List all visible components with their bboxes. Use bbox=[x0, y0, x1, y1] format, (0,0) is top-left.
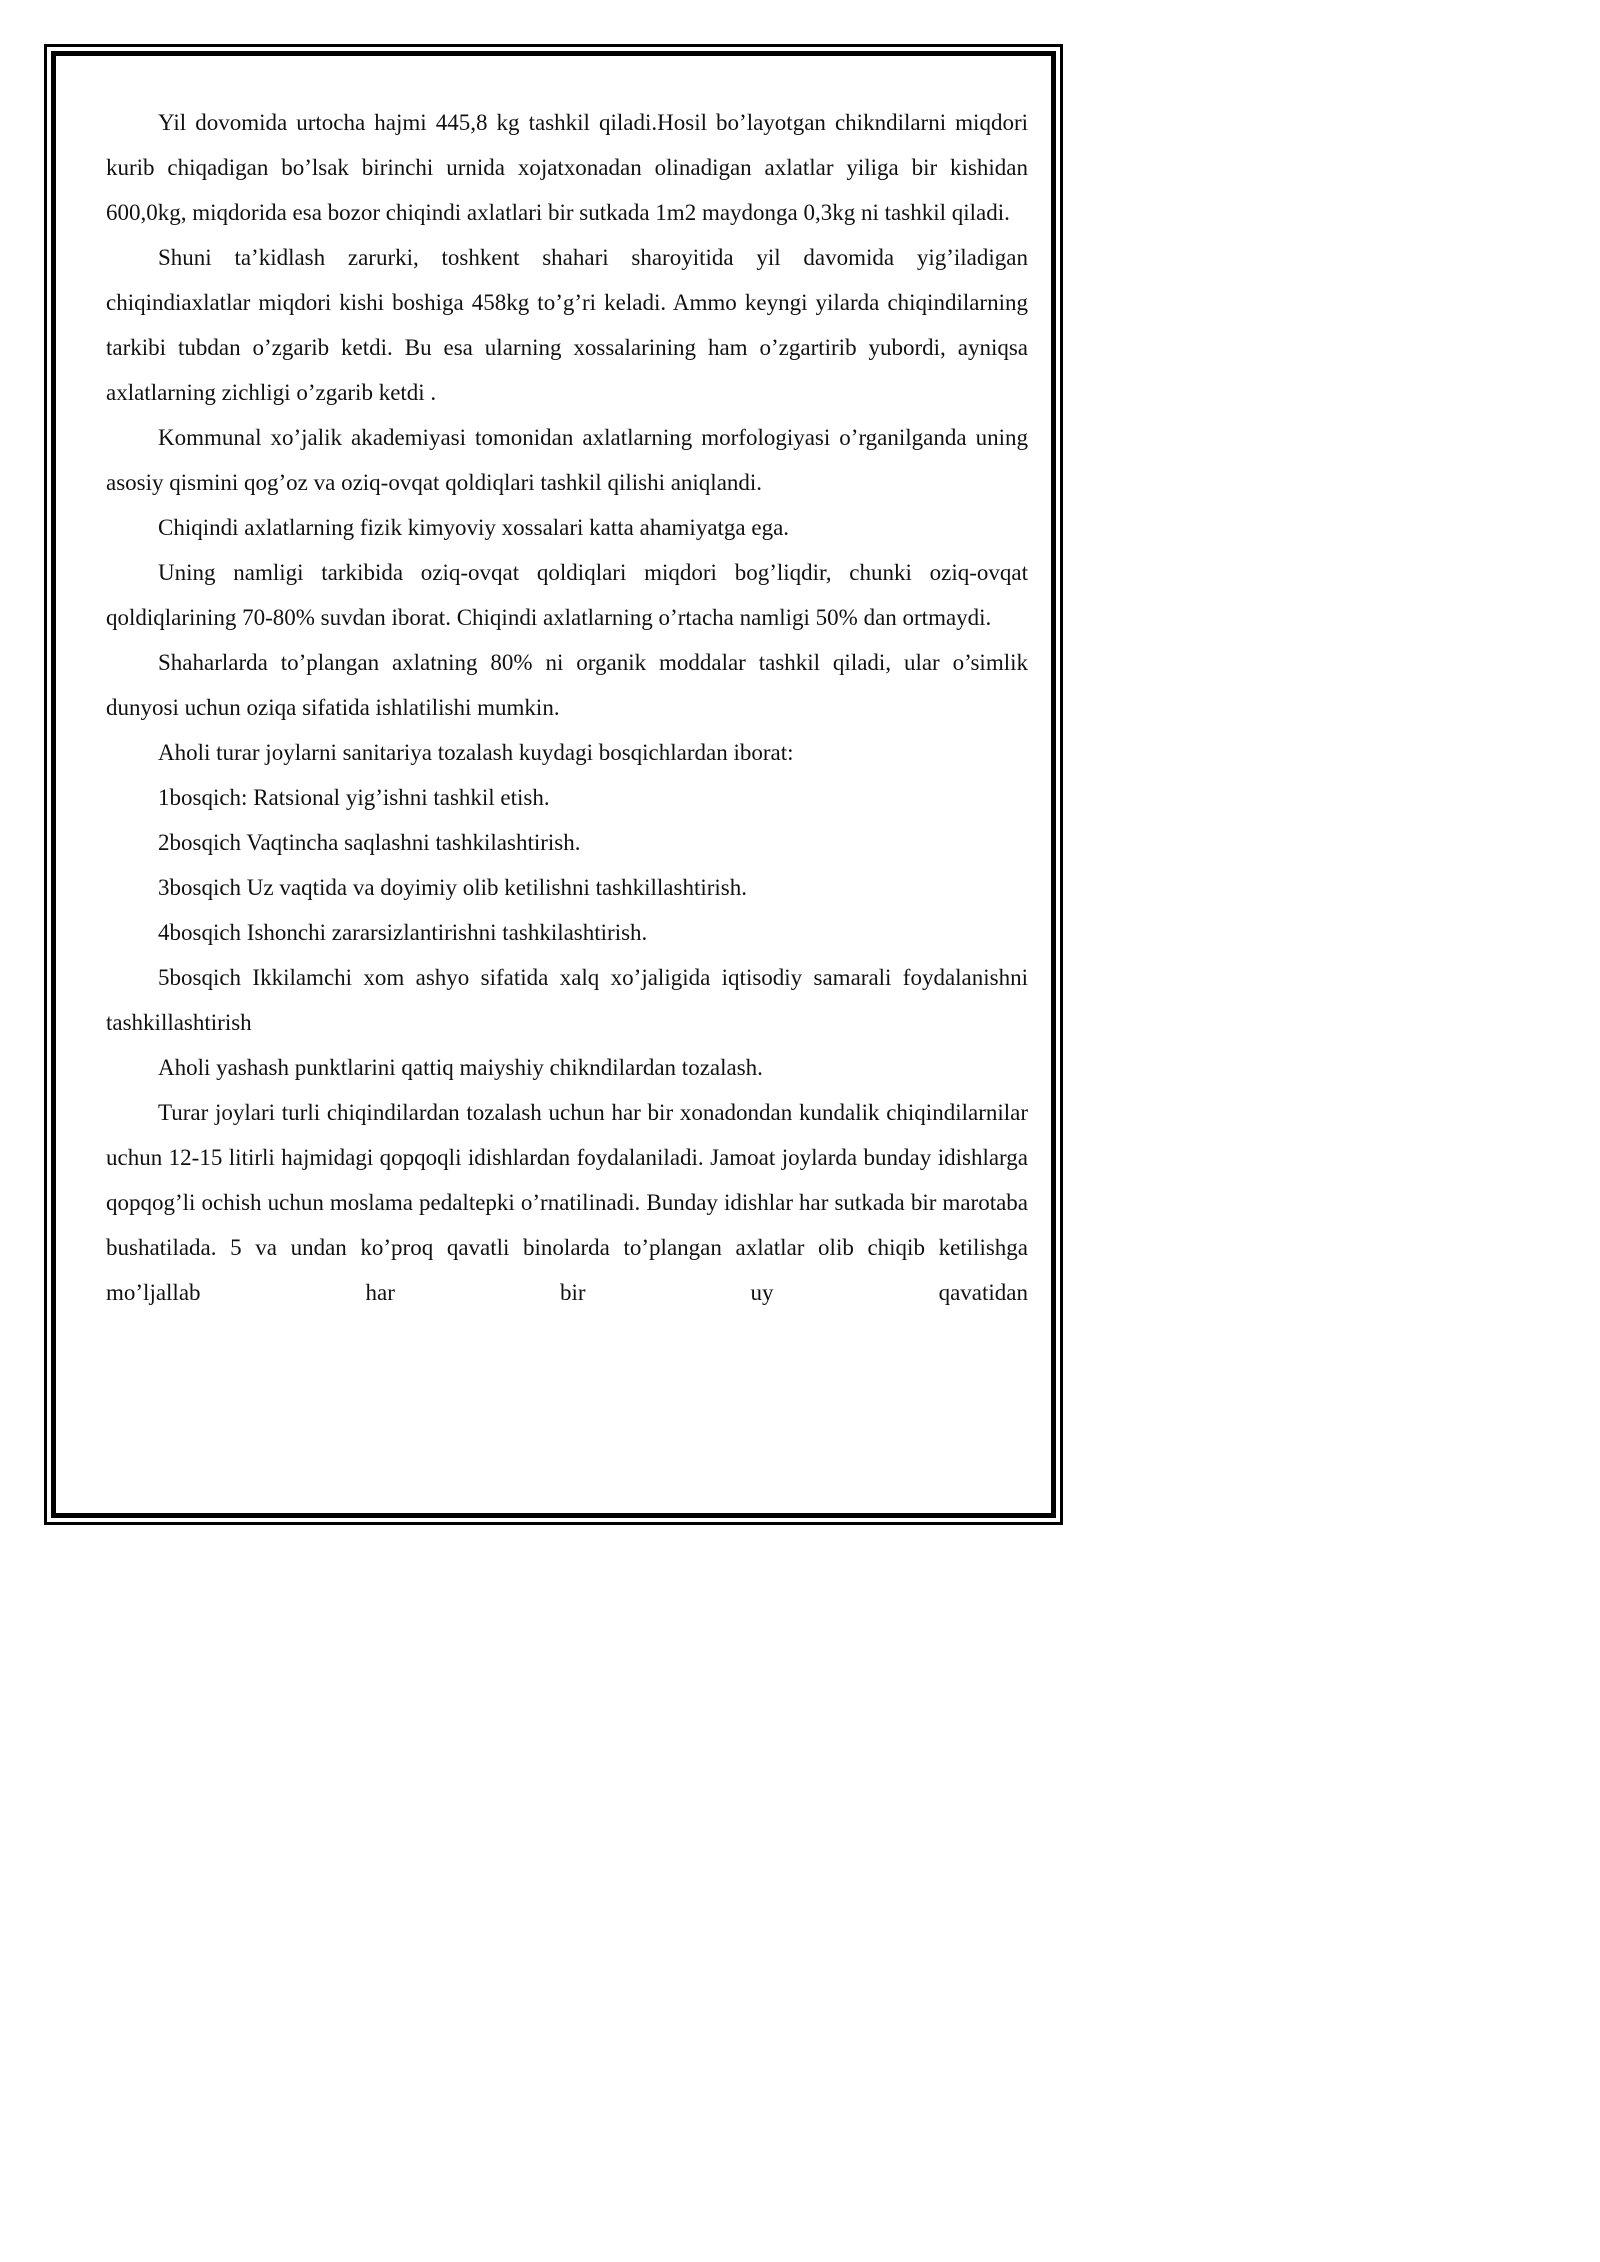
list-item-stage-4: 4bosqich Ishonchi zararsizlantirishni tashkilashtirish. bbox=[158, 920, 648, 945]
list-item-stage-5: 5bosqich Ikkilamchi xom ashyo sifatida xalq xo’jaligida iqtisodiy samarali foydalanishni tashkillashtirish bbox=[106, 965, 1028, 1035]
paragraph-household-containers: Turar joylari turli chiqindilardan tozalash uchun har bir xonadondan kundalik chiqindilarnilar uchun 12-15 litirli hajmidagi qopqoqli idishlardan foydalaniladi. Jamoat joylarda bunday idishlarga qopqog’li ochish uchun moslama pedaltepki o’rnatilinadi. Bunday idishlar har sutkada bir marotaba bushatilada. 5 va undan ko’proq qavatli binolarda to’plangan axlatlar olib chiqib ketilishga mo’ljallab har bir uy qavatidan bbox=[106, 1100, 1028, 1305]
document-body bbox=[106, 100, 1028, 1315]
paragraph-tashkent-waste: Shuni ta’kidlash zarurki, toshkent shahari sharoyitida yil davomida yig’iladigan chiqindiaxlatlar miqdori kishi boshiga 458kg to’g’ri keladi. Ammo keyngi yilarda chiqindilarning tarkibi tubdan o’zgarib ketdi. Bu esa ularning xossalarining ham o’zgartirib yubordi, ayniqsa axlatlarning zichligi o’zgarib ketdi . bbox=[106, 245, 1028, 405]
list-item-stage-2: 2bosqich Vaqtincha saqlashni tashkilashtirish. bbox=[158, 830, 581, 855]
paragraph-annual-volume: Yil dovomida urtocha hajmi 445,8 kg tashkil qiladi.Hosil bo’layotgan chikndilarni miqdori kurib chiqadigan bo’lsak birinchi urnida xojatxonadan olinadigan axlatlar yiliga bir kishidan 600,0kg, miqdorida esa bozor chiqindi axlatlari bir sutkada 1m2 maydonga 0,3kg ni tashkil qiladi. bbox=[106, 110, 1028, 225]
paragraph-stages-intro: Aholi turar joylarni sanitariya tozalash kuydagi bosqichlardan iborat: bbox=[158, 740, 794, 765]
list-item-stage-1: 1bosqich: Ratsional yig’ishni tashkil etish. bbox=[158, 785, 550, 810]
paragraph-cleaning-heading: Aholi yashash punktlarini qattiq maiyshiy chikndilardan tozalash. bbox=[158, 1055, 763, 1080]
paragraph-morphology: Kommunal xo’jalik akademiyasi tomonidan axlatlarning morfologiyasi o’rganilganda uning asosiy qismini qog’oz va oziq-ovqat qoldiqlari tashkil qilishi aniqlandi. bbox=[106, 425, 1028, 495]
paragraph-physicochemical: Chiqindi axlatlarning fizik kimyoviy xossalari katta ahamiyatga ega. bbox=[158, 515, 790, 540]
list-item-stage-3: 3bosqich Uz vaqtida va doyimiy olib ketilishni tashkillashtirish. bbox=[158, 875, 747, 900]
paragraph-organic-matter: Shaharlarda to’plangan axlatning 80% ni organik moddalar tashkil qiladi, ular o’simlik dunyosi uchun oziqa sifatida ishlatilishi mumkin. bbox=[106, 650, 1028, 720]
paragraph-moisture: Uning namligi tarkibida oziq-ovqat qoldiqlari miqdori bog’liqdir, chunki oziq-ovqat qoldiqlarining 70-80% suvdan iborat. Chiqindi axlatlarning o’rtacha namligi 50% dan ortmaydi. bbox=[106, 560, 1028, 630]
